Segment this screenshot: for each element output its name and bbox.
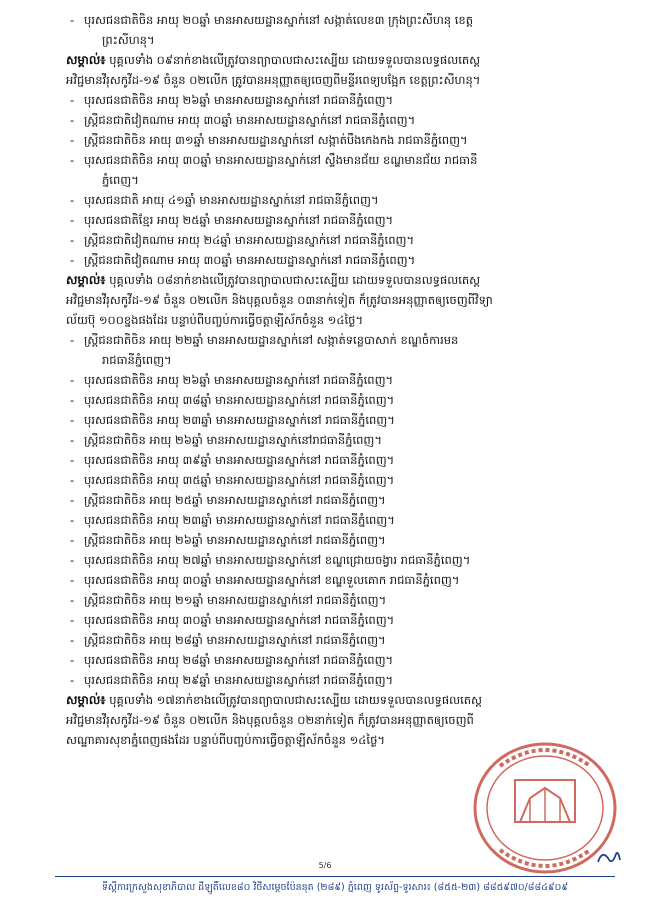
text-line: ភ្នំពេញ។ — [102, 173, 139, 187]
document-body — [66, 10, 626, 750]
note-label: សម្គាល់៖ — [66, 53, 106, 67]
note-label: សម្គាល់៖ — [66, 693, 106, 707]
list-item: - បុរសជនជាតិចិន អាយុ ២៦ឆ្នាំ មានអាសយដ្ឋានស្នាក់នៅ រាជធានីភ្នំពេញ។ — [66, 370, 626, 390]
list-item: - បុរសជនជាតិចិន អាយុ ២៣ឆ្នាំ មានអាសយដ្ឋានស្នាក់នៅ រាជធានីភ្នំពេញ។ — [66, 510, 626, 530]
text-line: អវិជ្ជមានវីរុសកូវីដ-១៩ ចំនួន ០២លើក និងបុគ្គលចំនួន ០២នាក់ទៀត ក៏ត្រូវបានអនុញ្ញាតឲ្យចេញពី — [66, 713, 474, 727]
note-text: បុគ្គលទាំង ០៨នាក់ខាងលើត្រូវបានព្យាបាលជាសះស្បើយ ដោយទទួលបានលទ្ធផលតេស្ត — [105, 273, 481, 287]
list-item: - ស្ត្រីជនជាតិចិន អាយុ ២៨ឆ្នាំ មានអាសយដ្ឋានស្នាក់នៅ រាជធានីភ្នំពេញ។ — [66, 630, 626, 650]
list-item: - បុរសជនជាតិចិន អាយុ ៣៥ឆ្នាំ មានអាសយដ្ឋានស្នាក់នៅ រាជធានីភ្នំពេញ។ — [66, 470, 626, 490]
list-item: - ស្ត្រីជនជាតិវៀតណាម អាយុ ៣០ឆ្នាំ មានអាសយដ្ឋានស្នាក់នៅ រាជធានីភ្នំពេញ។ — [66, 110, 626, 130]
signature-icon — [594, 846, 624, 870]
note-label: សម្គាល់៖ — [66, 273, 106, 287]
list-item: - បុរសជនជាតិចិន អាយុ ៣០ឆ្នាំ មានអាសយដ្ឋានស្នាក់នៅ រាជធានីភ្នំពេញ។ — [66, 610, 626, 630]
note-text: បុគ្គលទាំង ១៧នាក់ខាងលើត្រូវបានព្យាបាលជាសះស្បើយ ដោយទទួលបានលទ្ធផលតេស្ត — [105, 693, 482, 707]
list-item: - បុរសជនជាតិចិន អាយុ ៣០ឆ្នាំ មានអាសយដ្ឋានស្នាក់នៅ ស្ទឹងមានជ័យ ខណ្ឌមានជ័យ រាជធានី — [66, 150, 626, 170]
list-item: - ស្ត្រីជនជាតិចិន អាយុ ២៥ឆ្នាំ មានអាសយដ្ឋានស្នាក់នៅ រាជធានីភ្នំពេញ។ — [66, 490, 626, 510]
list-item: - បុរសជនជាតិចិន អាយុ ៣៩ឆ្នាំ មានអាសយដ្ឋានស្នាក់នៅ រាជធានីភ្នំពេញ។ — [66, 450, 626, 470]
list-item: - ស្ត្រីជនជាតិចិន អាយុ ២២ឆ្នាំ មានអាសយដ្ឋានស្នាក់នៅ សង្កាត់ទន្លេបាសាក់ ខណ្ឌចំការមន — [66, 330, 626, 350]
list-item: - ស្ត្រីជនជាតិវៀតណាម អាយុ ២៤ឆ្នាំ មានអាសយដ្ឋានស្នាក់នៅ រាជធានីភ្នំពេញ។ — [66, 230, 626, 250]
note-text: បុគ្គលទាំង ០៩នាក់ខាងលើត្រូវបានព្យាបាលជាសះស្បើយ ដោយទទួលបានលទ្ធផលតេស្ត — [105, 53, 481, 67]
list-item: - បុរសជនជាតិចិន អាយុ ៣០ឆ្នាំ មានអាសយដ្ឋានស្នាក់នៅ ខណ្ឌទួលគោក រាជធានីភ្នំពេញ។ — [66, 570, 626, 590]
list-item: - បុរសជនជាតិចិន អាយុ ២៧ឆ្នាំ មានអាសយដ្ឋានស្នាក់នៅ ខណ្ឌជ្រោយចង្វារ រាជធានីភ្នំពេញ។ — [66, 550, 626, 570]
list-item: - ស្ត្រីជនជាតិចិន អាយុ ៣១ឆ្នាំ មានអាសយដ្ឋានស្នាក់នៅ សង្កាត់បឹងកេងកង រាជធានីភ្នំពេញ។ — [66, 130, 626, 150]
list-item: - បុរសជនជាតិចិន អាយុ ២៣ឆ្នាំ មានអាសយដ្ឋានស្នាក់នៅ រាជធានីភ្នំពេញ។ — [66, 410, 626, 430]
text-line: រាជធានីភ្នំពេញ។ — [102, 353, 172, 367]
list-item: - ស្ត្រីជនជាតិវៀតណាម អាយុ ៣០ឆ្នាំ មានអាសយដ្ឋានស្នាក់នៅ រាជធានីភ្នំពេញ។ — [66, 250, 626, 270]
list-item: - បុរសជនជាតិចិន អាយុ ២០ឆ្នាំ មានអាសយដ្ឋានស្នាក់នៅ សង្កាត់លេខ៣ ក្រុងព្រះសីហនុ ខេត្ត — [66, 10, 626, 30]
list-item: - ស្ត្រីជនជាតិចិន អាយុ ២១ឆ្នាំ មានអាសយដ្ឋានស្នាក់នៅ រាជធានីភ្នំពេញ។ — [66, 590, 626, 610]
list-item: - បុរសជនជាតិចិន អាយុ ២៩ឆ្នាំ មានអាសយដ្ឋានស្នាក់នៅ រាជធានីភ្នំពេញ។ — [66, 670, 626, 690]
text-line: អវិជ្ជមានវីរុសកូវីដ-១៩ ចំនួន ០២លើក ត្រូវបានអនុញ្ញាតឲ្យចេញពីមន្ទីរពេទ្យបង្អែក ខេត្តព្រះសីហនុ។ — [66, 73, 481, 87]
list-item: - បុរសជនជាតិចិន អាយុ ២៦ឆ្នាំ មានអាសយដ្ឋានស្នាក់នៅ រាជធានីភ្នំពេញ។ — [66, 90, 626, 110]
text-line: សណ្ឋាគារសុខាភ្នំពេញផងដែរ បន្ទាប់ពីបញ្ចប់ការធ្វើចត្តាឡីស័កចំនួន ១៤ថ្ងៃ។ — [66, 733, 385, 747]
list-item: - បុរសជនជាតិខ្មែរ អាយុ ២៥ឆ្នាំ មានអាសយដ្ឋានស្នាក់នៅ រាជធានីភ្នំពេញ។ — [66, 210, 626, 230]
note-line — [66, 690, 626, 710]
list-item: - ស្ត្រីជនជាតិចិន អាយុ ២៦ឆ្នាំ មានអាសយដ្ឋានស្នាក់នៅរាជធានីភ្នំពេញ។ — [66, 430, 626, 450]
list-item: - ស្ត្រីជនជាតិចិន អាយុ ២៦ឆ្នាំ មានអាសយដ្ឋានស្នាក់នៅ រាជធានីភ្នំពេញ។ — [66, 530, 626, 550]
text-line: អវិជ្ជមានវីរុសកូវីដ-១៩ ចំនួន ០២លើក និងបុគ្គលចំនួន ០៣នាក់ទៀត ក៏ត្រូវបានអនុញ្ញាតឲ្យចេញពីវិទ្យា — [66, 293, 493, 307]
text-line: ល័យប៊ុ ១០០ខ្នងផងដែរ បន្ទាប់ពីបញ្ចប់ការធ្វើចត្តាឡីស័កចំនួន ១៤ថ្ងៃ។ — [66, 313, 364, 327]
text-line: ព្រះសីហនុ។ — [102, 33, 155, 47]
note-line — [66, 270, 626, 290]
note-line — [66, 50, 626, 70]
footer-address: ទីស្តីការក្រសួងសុខាភិបាល ដីឡូតិ៍លេខ៨០ វិថីសម្តេចប៉ែននុត (២៨៩) ភ្នំពេញ ទូរស័ព្ទ-ទូរសារ៖ (៨៥៥-២៣) ៨៨៥៩៧០/៨៨៤៩០៩ — [101, 882, 569, 893]
list-item: - បុរសជនជាតិចិន អាយុ ៣៨ឆ្នាំ មានអាសយដ្ឋានស្នាក់នៅ រាជធានីភ្នំពេញ។ — [66, 390, 626, 410]
list-item: - បុរសជនជាតិចិន អាយុ ២៨ឆ្នាំ មានអាសយដ្ឋានស្នាក់នៅ រាជធានីភ្នំពេញ។ — [66, 650, 626, 670]
list-item: - បុរសជនជាតិ អាយុ ៤១ឆ្នាំ មានអាសយដ្ឋានស្នាក់នៅ រាជធានីភ្នំពេញ។ — [66, 190, 626, 210]
page-number: 5/6 — [318, 861, 332, 870]
